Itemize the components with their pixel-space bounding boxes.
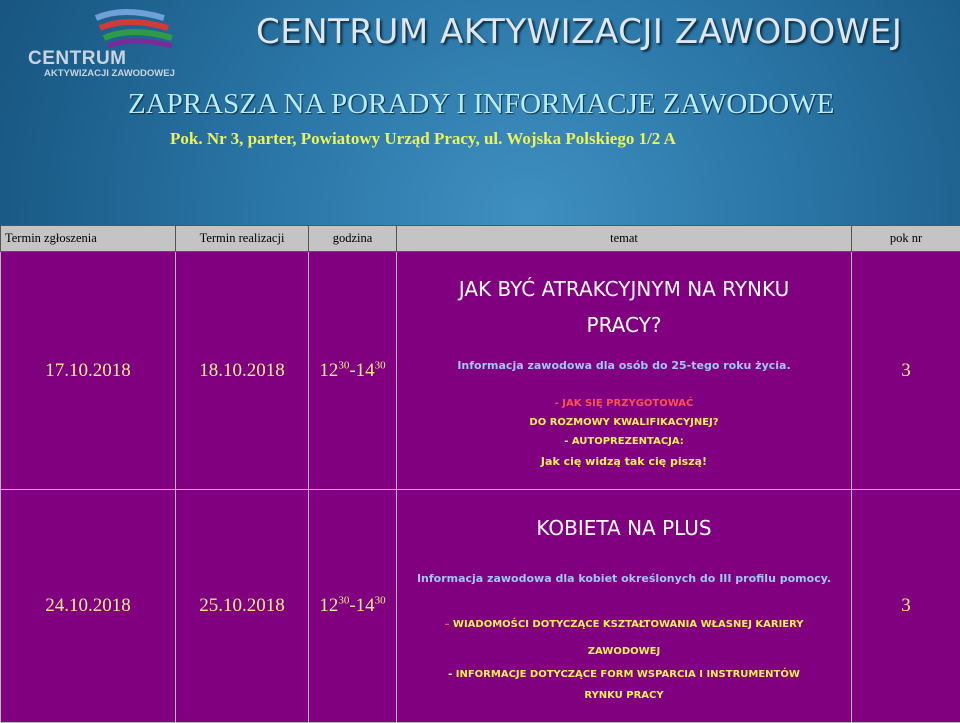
- header-termin-zgloszenia: Termin zgłoszenia: [1, 226, 176, 252]
- point-text: WIADOMOŚCI DOTYCZĄCE KSZTAŁTOWANIA WŁASNEJ KARIERY: [453, 619, 804, 630]
- hour-end-minutes: 30: [375, 595, 386, 607]
- schedule-table: [0, 225, 960, 723]
- logo-subtitle: AKTYWIZACJI ZAWODOWEJ: [44, 68, 175, 79]
- topic-point: [397, 611, 851, 638]
- cell-temat: [397, 252, 852, 490]
- point-dash: -: [564, 436, 572, 447]
- topic-title: JAK BYĆ ATRAKCYJNYM NA RYNKU PRACY?: [397, 268, 851, 343]
- cell-termin-realizacji: 25.10.2018: [176, 490, 309, 723]
- topic-description: Informacja zawodowa dla osób do 25-tego roku życia.: [397, 359, 851, 372]
- page-subtitle: ZAPRASZA NA PORADY I INFORMACJE ZAWODOWE: [128, 88, 834, 121]
- topic-title: KOBIETA NA PLUS: [397, 506, 851, 546]
- topic-point: [397, 432, 851, 451]
- topic-point-continued: DO ROZMOWY KWALIFIKACYJNEJ?: [397, 413, 851, 432]
- cell-temat: [397, 490, 852, 723]
- topic-point: [397, 665, 851, 685]
- header-pok-nr: pok nr: [852, 226, 960, 252]
- point-dash: -: [555, 398, 563, 409]
- table-row: [1, 490, 960, 723]
- hour-end: 14: [356, 360, 375, 381]
- topic-description: Informacja zawodowa dla kobiet określonych do III profilu pomocy.: [397, 572, 851, 585]
- hour-start: 12: [319, 360, 338, 381]
- topic-point-continued: RYNKU PRACY: [397, 685, 851, 707]
- cell-termin-realizacji: 18.10.2018: [176, 252, 309, 490]
- topic-point: [397, 394, 851, 413]
- point-dash: -: [448, 669, 456, 680]
- hour-separator: -: [349, 595, 355, 616]
- point-dash: –: [444, 619, 452, 630]
- cell-termin-zgloszenia: 24.10.2018: [1, 490, 176, 723]
- table-row: [1, 252, 960, 490]
- logo-name: CENTRUM: [28, 48, 127, 70]
- header-godzina: godzina: [309, 226, 397, 252]
- point-text: JAK SIĘ PRZYGOTOWAĆ: [562, 398, 693, 409]
- cell-godzina: [309, 252, 397, 490]
- table-header-row: [1, 226, 960, 252]
- hour-separator: -: [349, 360, 355, 381]
- header-termin-realizacji: Termin realizacji: [176, 226, 309, 252]
- hour-end-minutes: 30: [375, 359, 386, 371]
- topic-point-continued: Jak cię widzą tak cię piszą!: [397, 451, 851, 473]
- hour-start-minutes: 30: [338, 595, 349, 607]
- cell-pok-nr: 3: [852, 252, 960, 490]
- address: Pok. Nr 3, parter, Powiatowy Urząd Pracy, ul. Wojska Polskiego 1/2 A: [170, 129, 676, 149]
- page-title: CENTRUM AKTYWIZACJI ZAWODOWEJ: [256, 12, 902, 52]
- header-temat: temat: [397, 226, 852, 252]
- point-text: AUTOPREZENTACJA:: [572, 436, 684, 447]
- point-text: INFORMACJE DOTYCZĄCE FORM WSPARCIA I INSTRUMENTÓW: [456, 669, 800, 680]
- hour-start-minutes: 30: [338, 359, 349, 371]
- cell-termin-zgloszenia: 17.10.2018: [1, 252, 176, 490]
- hour-end: 14: [356, 595, 375, 616]
- topic-point-continued: ZAWODOWEJ: [397, 638, 851, 665]
- hour-start: 12: [319, 595, 338, 616]
- cell-pok-nr: 3: [852, 490, 960, 723]
- cell-godzina: [309, 490, 397, 723]
